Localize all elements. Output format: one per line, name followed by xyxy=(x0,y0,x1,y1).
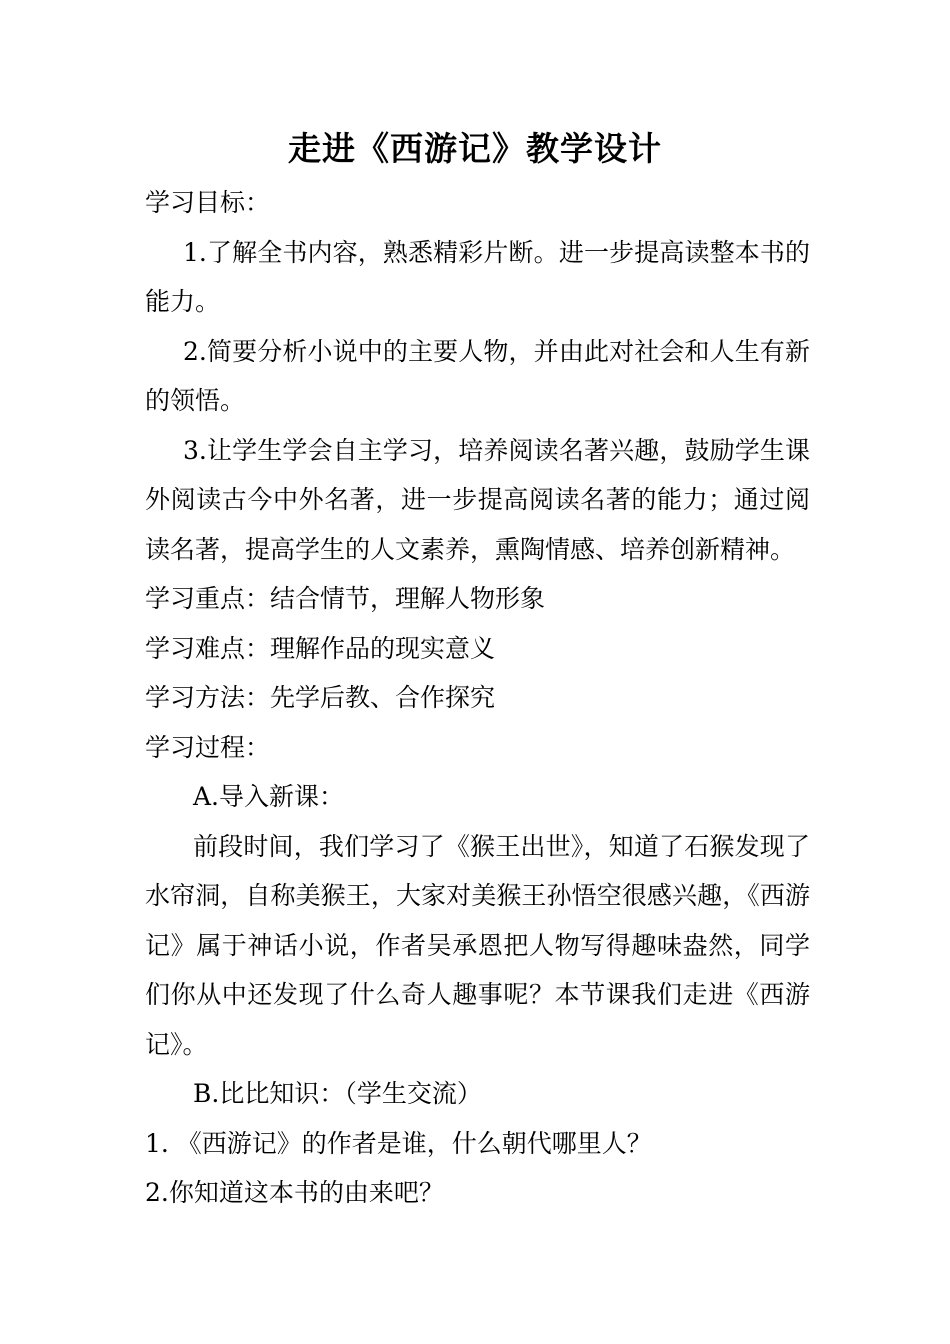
document-body xyxy=(145,178,810,1218)
goal-item-2: 2.简要分析小说中的主要人物，并由此对社会和人生有新的领悟。 xyxy=(145,336,810,415)
section-b-heading: B.比比知识：（学生交流） xyxy=(193,1079,482,1108)
key-point: 学习重点：结合情节，理解人物形象 xyxy=(145,584,546,613)
section-a-heading: A.导入新课： xyxy=(193,782,345,811)
learning-method: 学习方法：先学后教、合作探究 xyxy=(145,683,496,712)
question-1: 1. 《西游记》的作者是谁，什么朝代哪里人？ xyxy=(145,1128,652,1158)
goal-item-3: 3.让学生学会自主学习，培养阅读名著兴趣，鼓励学生课外阅读古今中外名著，进一步提高阅读名著的能力；通过阅读名著，提高学生的人文素养，熏陶情感、培养创新精神。 xyxy=(145,435,810,564)
difficult-point: 学习难点：理解作品的现实意义 xyxy=(145,633,496,663)
intro-paragraph: 前段时间，我们学习了《猴王出世》，知道了石猴发现了水帘洞，自称美猴王，大家对美猴王孙悟空很感兴趣，《西游记》属于神话小说，作者吴承恩把人物写得趣味盎然，同学们你从中还发现了什么奇人趣事呢？本节课我们走进《西游记》。 xyxy=(145,831,810,1059)
goal-item-1: 1.了解全书内容，熟悉精彩片断。进一步提高读整本书的能力。 xyxy=(145,237,810,316)
heading-learning-goals: 学习目标： xyxy=(145,188,271,217)
question-2: 2.你知道这本书的由来吧？ xyxy=(145,1178,444,1207)
document-title: 走进《西游记》教学设计 xyxy=(288,129,662,168)
heading-learning-process: 学习过程： xyxy=(145,732,271,762)
